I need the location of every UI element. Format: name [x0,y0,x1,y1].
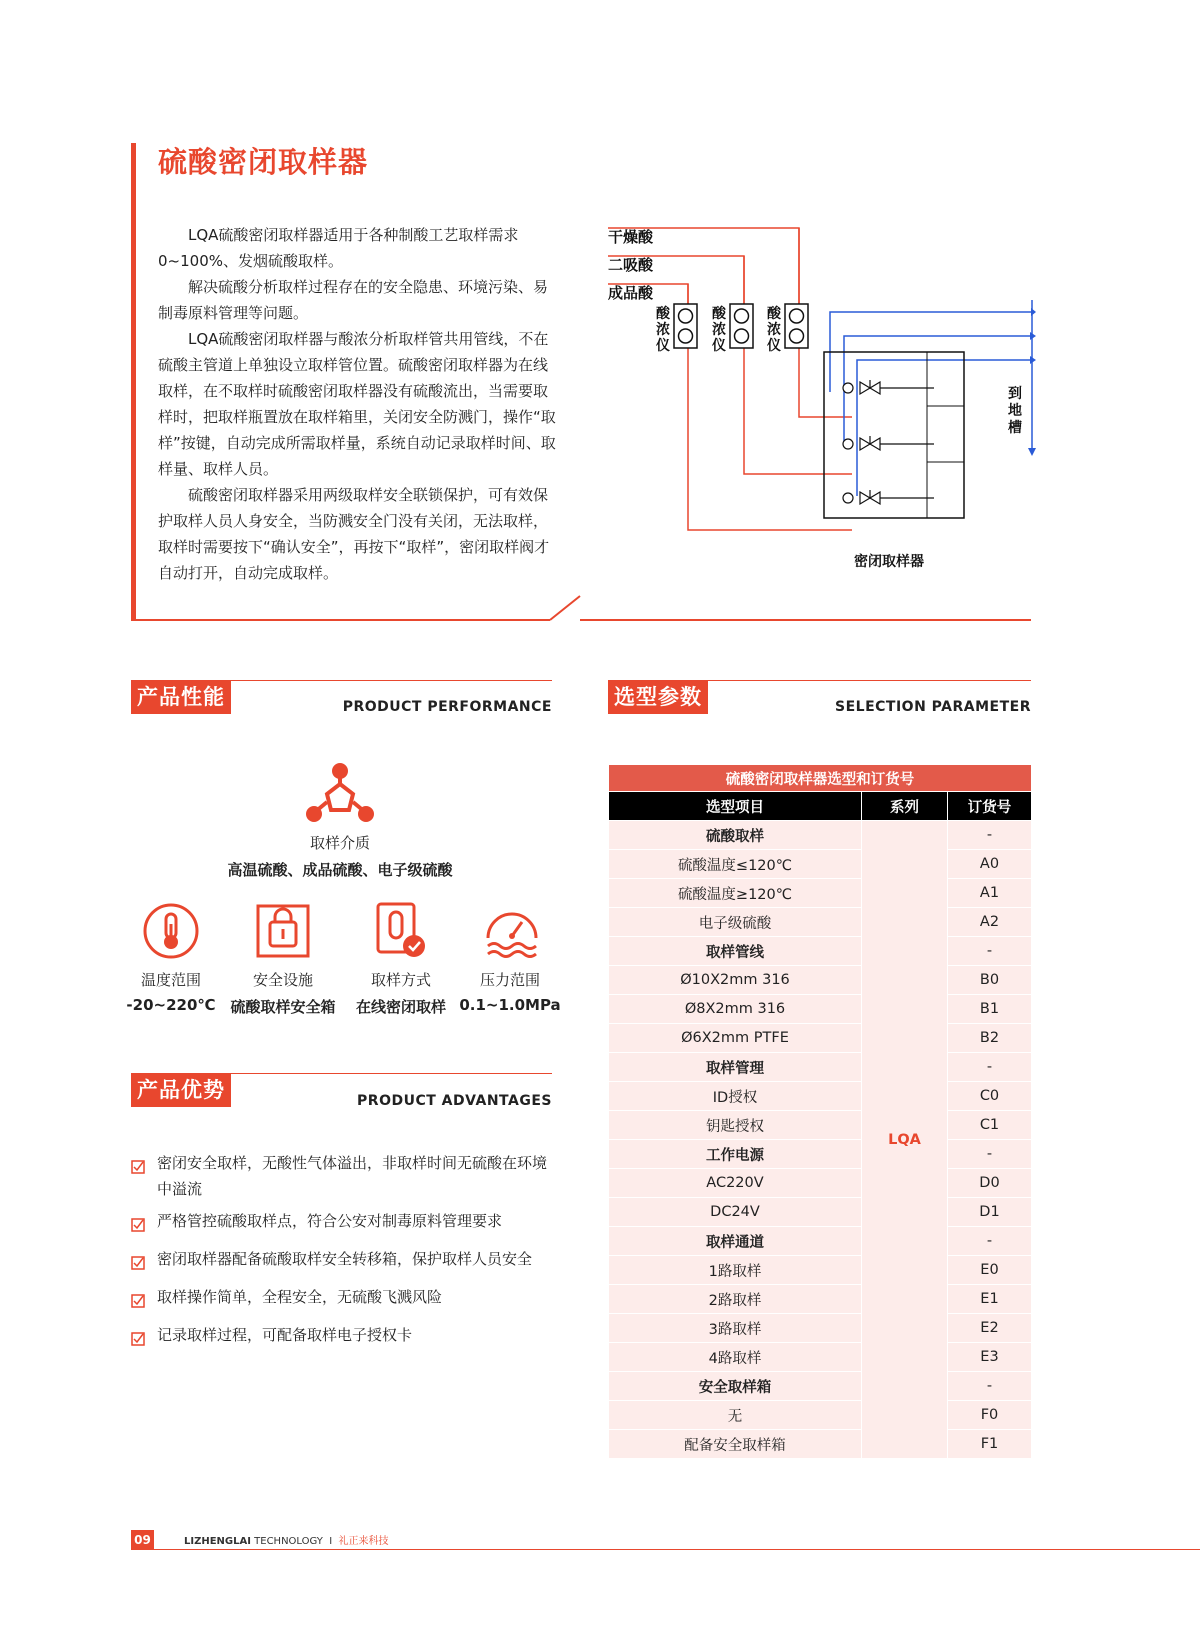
table-row [609,1285,1032,1314]
column-header: 订货号 [948,792,1032,821]
table-row [609,1343,1032,1372]
item-cell: Ø10X2mm 316 [609,966,862,995]
page-title: 硫酸密闭取样器 [158,145,369,179]
item-cell: 1路取样 [609,1256,862,1285]
table-row [609,1256,1032,1285]
code-cell: B1 [948,995,1032,1024]
page-number: 09 [131,1530,154,1550]
advantage-text: 记录取样过程，可配备取样电子授权卡 [157,1326,413,1344]
pressure-gauge-icon [482,902,542,960]
perf-label: 压力范围 [479,971,540,989]
item-cell: AC220V [609,1169,862,1198]
medium-label: 取样介质 [309,834,370,852]
svg-text:到: 到 [1008,386,1022,402]
footer-line [131,1549,1200,1550]
check-icon [131,1246,157,1278]
divider [131,619,550,621]
intro-paragraph: LQA硫酸密闭取样器与酸浓分析取样管共用管线，不在硫酸主管道上单独设立取样管位置。硫酸密闭取样器为在线取样，在不取样时硫酸密闭取样器没有硫酸流出，当需要取样时，把取样瓶置放在取样箱里，关闭安全防溅门，操作“取样”按键，自动完成所需取样量，系统自动记录取样时间、取样量、取样人员。 [158,330,556,478]
analyzer-2 [730,304,753,348]
brand-sep: I [329,1536,333,1547]
table-row [609,1372,1032,1401]
brand-name: LIZHENGLAI [184,1536,251,1547]
list-item [131,1246,561,1278]
intro-paragraph: 硫酸密闭取样器采用两级取样安全联锁保护，可有效保护取样人员人身安全，当防溅安全门没有关闭，无法取样，取样时需要按下“确认安全”，再按下“取样”，密闭取样阀才自动打开，自动完成取样。 [158,486,550,582]
code-cell: E3 [948,1343,1032,1372]
code-cell: D1 [948,1198,1032,1227]
check-icon [131,1284,157,1316]
table-row [609,1082,1032,1111]
code-cell: F0 [948,1401,1032,1430]
list-item [131,1284,561,1316]
code-cell: F1 [948,1430,1032,1459]
item-cell: 钥匙授权 [609,1111,862,1140]
svg-text:浓: 浓 [712,322,726,338]
column-header: 选型项目 [609,792,862,821]
item-cell: 硫酸温度≤120℃ [609,850,862,879]
list-item [131,1150,561,1202]
input-label-dry-acid: 干燥酸 [608,228,654,246]
drain-label [1008,386,1022,436]
section-title-en: SELECTION PARAMETER [835,699,1031,715]
perf-value: 0.1~1.0MPa [459,996,561,1014]
code-cell: E2 [948,1314,1032,1343]
list-item [131,1322,561,1354]
svg-text:酸: 酸 [656,306,670,322]
advantage-list [131,1150,561,1360]
table-row [609,1314,1032,1343]
item-cell: 工作电源 [609,1140,862,1169]
divider [580,619,1031,621]
table-row [609,1024,1032,1053]
item-cell: 电子级硫酸 [609,908,862,937]
item-cell: 取样管线 [609,937,862,966]
brand-suffix: TECHNOLOGY [254,1536,323,1547]
process-diagram [600,220,1040,580]
code-cell: A1 [948,879,1032,908]
table-caption: 硫酸密闭取样器选型和订货号 [609,765,1032,792]
input-label-product-acid: 成品酸 [608,284,654,302]
perf-value: 在线密闭取样 [355,998,446,1016]
code-cell: - [948,1140,1032,1169]
table-row [609,908,1032,937]
item-cell: 4路取样 [609,1343,862,1372]
advantage-text: 密闭安全取样，无酸性气体溢出，非取样时间无硫酸在环境中溢流 [157,1154,548,1198]
perf-value: -20~220℃ [126,996,216,1014]
svg-text:酸: 酸 [767,306,781,322]
safety-box-icon [254,902,312,960]
code-cell: - [948,1227,1032,1256]
svg-text:酸: 酸 [712,306,726,322]
series-cell: LQA [862,821,948,1459]
advantage-text: 密闭取样器配备硫酸取样安全转移箱，保护取样人员安全 [157,1250,533,1268]
analyzer-1 [674,304,697,348]
list-item [131,1208,561,1240]
code-cell: A0 [948,850,1032,879]
analyzer-3 [785,304,808,348]
table-row [609,821,1032,850]
sample-tube-icon [372,900,430,960]
perf-label: 取样方式 [370,971,431,989]
check-icon [131,1150,157,1202]
item-cell: 硫酸温度≥120℃ [609,879,862,908]
svg-text:仪: 仪 [656,338,670,354]
item-cell: 无 [609,1401,862,1430]
svg-text:仪: 仪 [712,338,726,354]
code-cell: C0 [948,1082,1032,1111]
code-cell: B2 [948,1024,1032,1053]
table-row [609,1227,1032,1256]
svg-text:仪: 仪 [767,338,781,354]
table-row [609,850,1032,879]
code-cell: C1 [948,1111,1032,1140]
table-row [609,1140,1032,1169]
table-row [609,1198,1032,1227]
table-row [609,937,1032,966]
sampler-box-label: 密闭取样器 [854,554,924,570]
item-cell: Ø8X2mm 316 [609,995,862,1024]
code-cell: - [948,1053,1032,1082]
section-title-selection: 选型参数 [608,680,708,714]
column-header: 系列 [862,792,948,821]
table-row [609,1053,1032,1082]
intro-text [158,222,558,586]
svg-text:地: 地 [1008,403,1022,419]
item-cell: 取样管理 [609,1053,862,1082]
intro-paragraph: LQA硫酸密闭取样器适用于各种制酸工艺取样需求0~100%、发烟硫酸取样。 [158,226,519,270]
check-icon [131,1322,157,1354]
item-cell: 硫酸取样 [609,821,862,850]
item-cell: 配备安全取样箱 [609,1430,862,1459]
code-cell: - [948,937,1032,966]
code-cell: - [948,1372,1032,1401]
accent-bar [131,143,136,621]
sampler-box [824,352,964,570]
item-cell: DC24V [609,1198,862,1227]
perf-value: 硫酸取样安全箱 [230,998,336,1016]
thermometer-icon [142,902,200,960]
code-cell: A2 [948,908,1032,937]
table-row [609,1401,1032,1430]
section-title-en: PRODUCT PERFORMANCE [342,699,552,715]
section-title-en: PRODUCT ADVANTAGES [357,1093,552,1109]
footer-brand [184,1532,389,1547]
brand-cn: 礼正来科技 [338,1536,389,1547]
svg-text:浓: 浓 [656,322,670,338]
check-icon [131,1208,157,1240]
selection-table [608,764,1032,1459]
svg-text:槽: 槽 [1008,420,1022,436]
section-title-performance: 产品性能 [131,680,231,714]
code-cell: D0 [948,1169,1032,1198]
advantage-text: 严格管控硫酸取样点，符合公安对制毒原料管理要求 [157,1212,503,1230]
advantage-text: 取样操作简单，全程安全，无硫酸飞溅风险 [157,1288,443,1306]
item-cell: 安全取样箱 [609,1372,862,1401]
perf-label: 安全设施 [252,971,313,989]
intro-paragraph: 解决硫酸分析取样过程存在的安全隐患、环境污染、易制毒原料管理等问题。 [158,278,549,322]
item-cell: 2路取样 [609,1285,862,1314]
item-cell: 取样通道 [609,1227,862,1256]
molecule-icon [305,762,375,826]
item-cell: ID授权 [609,1082,862,1111]
perf-label: 温度范围 [140,971,201,989]
input-label-second-absorb: 二吸酸 [608,256,654,274]
table-row [609,966,1032,995]
table-row [609,1111,1032,1140]
item-cell: Ø6X2mm PTFE [609,1024,862,1053]
table-row [609,1169,1032,1198]
table-row [609,995,1032,1024]
code-cell: E0 [948,1256,1032,1285]
code-cell: E1 [948,1285,1032,1314]
table-row [609,1430,1032,1459]
item-cell: 3路取样 [609,1314,862,1343]
code-cell: B0 [948,966,1032,995]
medium-value: 高温硫酸、成品硫酸、电子级硫酸 [227,861,453,879]
code-cell: - [948,821,1032,850]
divider-slash [548,594,582,622]
svg-text:浓: 浓 [767,322,781,338]
blue-pipes [830,300,1032,496]
table-row [609,879,1032,908]
section-title-advantages: 产品优势 [131,1073,231,1107]
